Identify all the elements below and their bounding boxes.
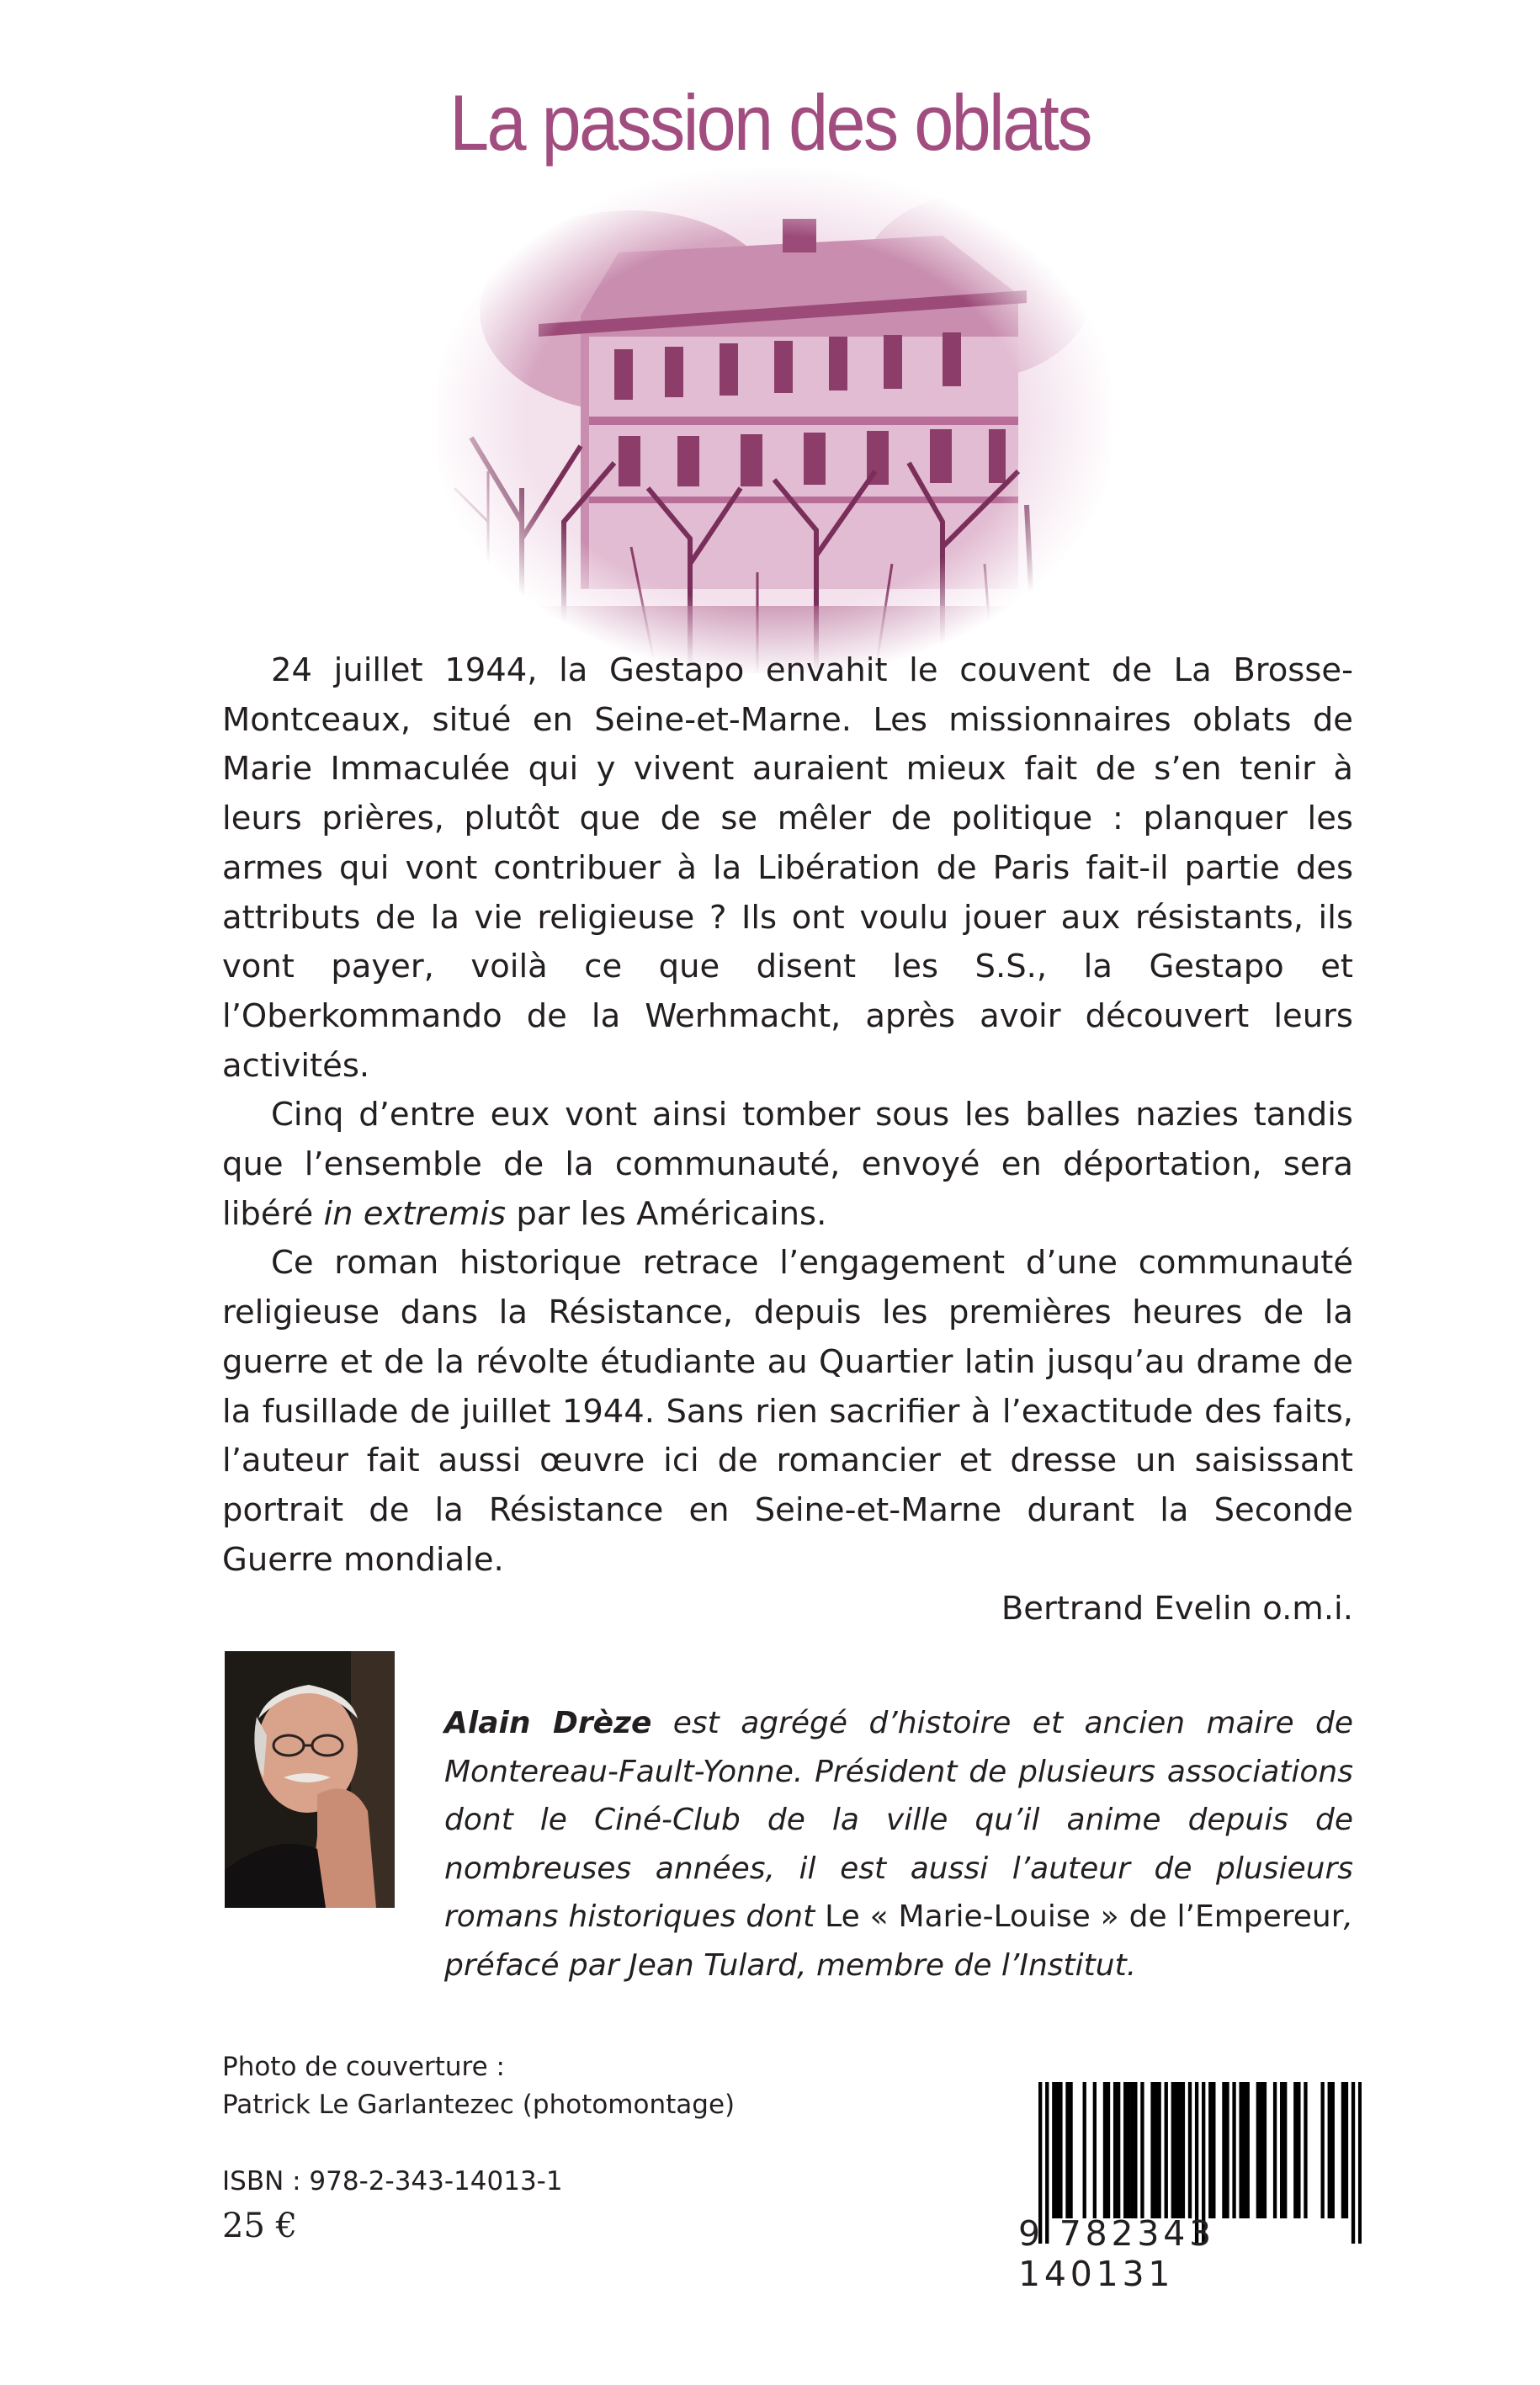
barcode-bar — [1243, 2082, 1246, 2218]
barcode-bar — [1212, 2082, 1215, 2218]
barcode-bar — [1320, 2082, 1324, 2218]
barcode-bar — [1065, 2082, 1069, 2218]
barcode-bar — [1093, 2082, 1097, 2218]
barcode-bar — [1069, 2082, 1072, 2218]
barcode-bar — [1331, 2082, 1335, 2218]
summary-signature: Bertrand Evelin o.m.i. — [1001, 1590, 1353, 1628]
barcode-bar — [1222, 2082, 1225, 2218]
summary-paragraph-2 — [222, 1091, 1353, 1239]
barcode-bar — [1341, 2082, 1345, 2218]
barcode-bar — [1127, 2082, 1130, 2218]
barcode-bar — [1188, 2082, 1192, 2218]
barcode-bar — [1123, 2082, 1127, 2218]
barcode-bar — [1178, 2082, 1182, 2218]
barcode-bar — [1304, 2082, 1307, 2218]
summary-paragraph-2-part-b: par les Américains. — [506, 1194, 827, 1233]
barcode-bar — [1225, 2082, 1229, 2218]
barcode-bar — [1117, 2082, 1120, 2218]
barcode-bar — [1157, 2082, 1160, 2218]
barcode-bar — [1140, 2082, 1144, 2218]
photo-credit-line-1: Photo de couverture : — [222, 2052, 505, 2082]
barcode-bar — [1055, 2082, 1059, 2218]
barcode-bar — [1263, 2082, 1267, 2218]
summary-paragraph-3: Ce roman historique retrace l’engagement d’une communauté religieuse dans la Résistance, depuis les premières heures de la guerre et de la révolte étudiante au Quartier latin jusqu’au drame de la fusillade de juillet 1944. Sans rien sacrifier à l’exactitude des faits, l’auteur fait aussi œuvre ici de romancier et dresse un saisissant portrait de la Résistance en Seine-et-Marne durant la Seconde Guerre mondiale. — [222, 1244, 1353, 1579]
barcode-bar — [1345, 2082, 1348, 2218]
photo-credit — [222, 2048, 735, 2124]
author-bio — [444, 1699, 1353, 1989]
isbn: ISBN : 978-2-343-14013-1 — [222, 2166, 563, 2196]
summary-paragraph-1: 24 juillet 1944, la Gestapo envahit le couvent de La Brosse-Montceaux, situé en Seine-et-Marne. Les missionnaires oblats de Marie Immaculée qui y vivent auraient mieux fait de s’en tenir à leurs prières, plutôt que de se mêler de politique : planquer les armes qui vont contribuer à la Libération de Paris fait-il partie des attributs de la vie religieuse ? Ils ont voulu jouer aux résistants, ils vont payer, voilà ce que disent les S.S., la Gestapo et l’Oberkommando de la Werhmacht, après avoir découvert leurs activités. — [222, 651, 1353, 1085]
barcode-bar — [1130, 2082, 1134, 2218]
author-portrait-image — [225, 1651, 395, 1908]
barcode-bar — [1103, 2082, 1107, 2218]
barcode-bar — [1208, 2082, 1212, 2218]
barcode-digits: 9 782343 140131 — [1018, 2213, 1216, 2294]
convent-building-image — [438, 168, 1111, 673]
author-name: Alain Drèze — [444, 1706, 652, 1740]
barcode-bar — [1113, 2082, 1117, 2218]
barcode-bar — [1280, 2082, 1283, 2218]
barcode-bar — [1256, 2082, 1260, 2218]
barcode-bar — [1283, 2082, 1287, 2218]
book-title: La passion des oblats — [449, 78, 1091, 167]
author-bio-part-b: , préfacé par Jean Tulard, membre de l’Institut. — [444, 1899, 1353, 1983]
barcode-bar — [1260, 2082, 1263, 2218]
barcode-bar — [1083, 2082, 1086, 2218]
barcode-bar — [1134, 2082, 1137, 2218]
barcode-bar — [1239, 2082, 1242, 2218]
barcode-bar — [1273, 2082, 1277, 2218]
price: 25 € — [222, 2207, 298, 2245]
cover-photo — [438, 168, 1111, 673]
author-portrait — [225, 1651, 395, 1908]
barcode-bar — [1165, 2082, 1168, 2218]
summary-text — [222, 646, 1353, 1634]
barcode-bar — [1171, 2082, 1175, 2218]
author-bio-part-a: est agrégé d’histoire et ancien maire de Montereau-Fault-Yonne. Président de plusieurs associations dont le Ciné-Club de la ville qu’il anime depuis de nombreuses années, il est aussi l’auteur de plusieurs romans historiques dont — [444, 1706, 1353, 1934]
author-book-title: Le « Marie-Louise » de l’Empereur — [825, 1899, 1344, 1934]
barcode-bar — [1107, 2082, 1110, 2218]
barcode-bar — [1059, 2082, 1062, 2218]
summary-italic-phrase: in extremis — [323, 1194, 507, 1233]
summary-paragraph-2-part-a: Cinq d’entre eux vont ainsi tomber sous les balles nazies tandis que l’ensemble de la communauté, envoyé en déportation, sera libéré — [222, 1096, 1353, 1233]
photo-credit-line-2: Patrick Le Garlantezec (photomontage) — [222, 2090, 735, 2120]
barcode-bar — [1175, 2082, 1178, 2218]
barcode-bar — [1154, 2082, 1157, 2218]
barcode-bar — [1297, 2082, 1300, 2218]
barcode-bar — [1150, 2082, 1154, 2218]
barcode-bar — [1328, 2082, 1331, 2218]
barcode-bar — [1293, 2082, 1297, 2218]
barcode-bar — [1052, 2082, 1055, 2218]
barcode-bar — [1182, 2082, 1185, 2218]
barcode-bar — [1232, 2082, 1235, 2218]
barcode-bar — [1246, 2082, 1250, 2218]
